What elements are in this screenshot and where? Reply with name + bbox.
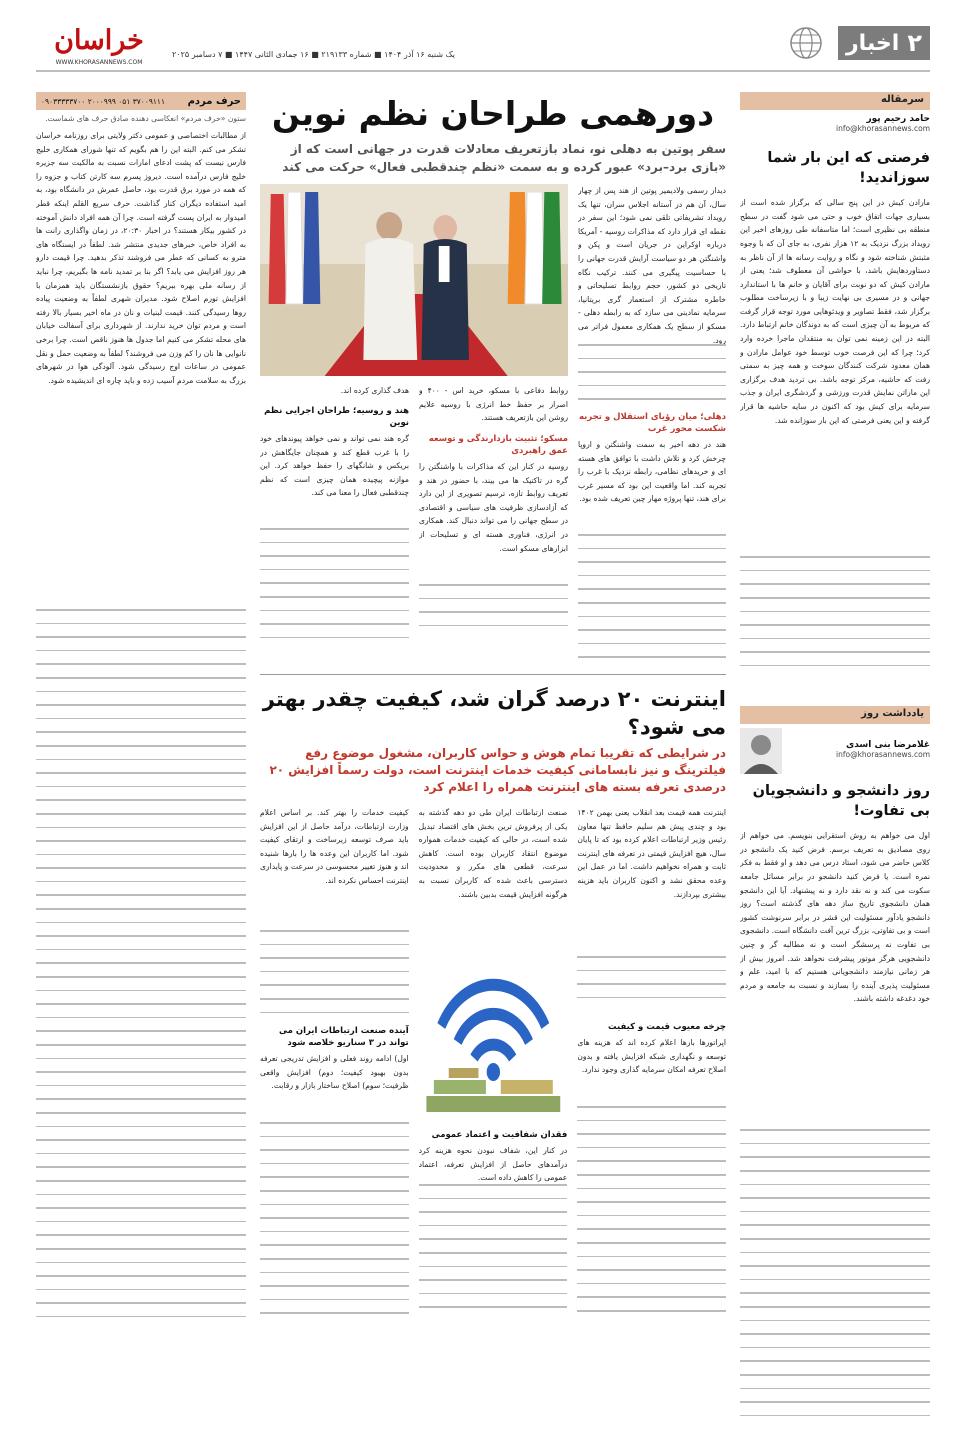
- note-email[interactable]: info@khorasannews.com: [836, 750, 930, 760]
- internet-subhead-2: فقدان شفافیت و اعتماد عمومی: [431, 1130, 568, 1140]
- main-story-col-3: [260, 384, 409, 664]
- section-title: اخبار: [846, 30, 900, 56]
- main-story-text-1: دیدار رسمی ولادیمیر پوتین از هند پس از چهار سال، آن هم در آستانه اجلاس سران، تنها یک رویداد تشریفاتی تلقی نمی شود؛ این سفر در نقطه ای قرار دارد که مذاکرات روسیه - آمریکا درباره اوکراین در جریان است و پکن و واشنگتن هر دو سیاست آرایش قدرت جهانی را با حساسیت پیگیری می کنند. ترکیب نگاه تاریخی دو کشور، حجم روابط تسلیحاتی و خاطره مشترک از استعمار گری بریتانیا، سرمایه نمادینی می سازد که به رابطه دهلی - مسکو از سطح یک همکاری معمول فراتر می رود.: [578, 186, 726, 344]
- main-story-text-2: هند در دهه اخیر به سمت واشنگتن و اروپا چرخش کرد و تلاش داشت با توافق های هسته ای و خریدهای نظامی، رابطه نزدیک با غرب را تجربه کند. اما واقعیت این بود که مسیر غرب برای هند، تنها پروژه مهار چین تعریف شده بود.: [578, 440, 726, 504]
- main-story-text-6b: [260, 528, 409, 648]
- editorial-title: فرصتی که این بار شما سوزاندید!: [767, 150, 930, 186]
- internet-text-4: در کنار این، شفاف نبودن نحوه هزینه کرد درآمدهای حاصل از افزایش تعرفه، اعتماد عمومی را کاهش داده است.: [418, 1146, 568, 1183]
- wifi-money-illustration: [419, 930, 568, 1120]
- globe-icon: [786, 26, 826, 60]
- internet-text-2: اپراتورها بارها اعلام کرده اند که هزینه های توسعه و نگهداری شبکه افزایش یافته و بدون اصلاح تعرفه امکان سرمایه گذاری وجود ندارد.: [577, 1038, 726, 1075]
- page-header: [36, 26, 930, 68]
- main-story-text-3: روابط دفاعی با مسکو، خرید اس - ۴۰۰ و اصرار بر حفظ خط انرژی با روسیه علایم روشن این بازتعریف هستند.: [419, 386, 568, 423]
- main-story-text-6: گره هند نمی تواند و نمی خواهد پیوندهای خود را با غرب قطع کند و همچنان جایگاهش در بریکس و شانگهای را حفظ خواهد کرد. این موازنه پیچیده همان چیزی است که نظم چندقطبی فعال را معنا می کند.: [260, 434, 409, 498]
- main-story: [260, 184, 726, 664]
- internet-subheadline: در شرایطی که تقریبا تمام هوش و حواس کاربران، مشغول موضوع رفع فیلترینگ و نیز نابسامانی کیفیت خدمات اینترنت است، دولت رسماً افزایش ۲۰ درصدی تعرفه بسته های اینترنت همراه را اعلام کرد: [269, 746, 726, 794]
- people-voice-intro: ستون «حرف مردم» انعکاسی دهنده صادق حرف های شماست.: [45, 114, 246, 123]
- main-story-media: [260, 184, 568, 664]
- main-story-col-2: [419, 384, 568, 664]
- internet-col-3: [260, 806, 409, 1366]
- people-voice-body: از مطالبات اختصاصی و عمومی دکتر ولایتی برای روزنامه خراسان تشکر می کنم. البته این را هم بگویم که تنها شورای همکاری خلیج فارس نیست که پشت ادعای امارات نسبت به مالکیت سه جزیره خلیج فارس درآمده است. دیروز پسرم سه کارتن کتاب و جزوه را که همه در مورد برق قدرت بود، حاصل عمرش در دانشگاه بود، به امید استفاده دیگران کنار گذاشت. حرف سریع القلم اینکه قطر امیدوار به ایران پست گرفته است. چرا آن همه افراد دانش آموخته در کشور بیکار هستند؟ در اخبار ۲۰:۳۰، در زمان واگذاری رانت ها به افراد خاص، خبرهای جدیدی منتشر شد. لطفاً در ایستگاه های مترو به کسانی که عطر می فروشند تذکر بدهید. چرا قیمت دارو هر روز افزایش می یابد؟ اگر بنا بر تمدید نامه ها بگیریم، چرا نباید از رسانه ملی بهره ببریم؟ حقوق بازنشستگان باید همزمان با افزایش تورم اصلاح شود. مدیران شهری لطفاً به وضعیت پیاده روها رسیدگی کنند. قیمت لبنیات و نان در ماه اخیر بسیار بالا رفته است و مردم توان خرید ندارند. از شهرداری برای آسفالت خیابان های محله تشکر می کنیم اما جدول ها هنوز ناقص است. چرا برخی نانوایی ها نان را کم وزن می فروشند؟ لطفاً به وضعیت حمل و نقل عمومی در ساعات اوج رسیدگی شود. آلودگی هوا در شهرهای بزرگ به سلامت مردم آسیب زده و باید چاره ای اندیشیده شود.: [36, 131, 246, 385]
- left-column: [36, 92, 246, 1350]
- main-story-text-4: روسیه در کنار این که مذاکرات با واشنگتن را گره در تاکتیک ها می بیند، با حضور در هند و تعریف روابط تازه، ترسیم تصویری از این دارد که آزادسازی ظرفیت های سیاسی و اقتصادی در سطح جهانی را می تواند دنبال کند. همکاری در انرژی، فناوری هسته ای و تسلیحات از ابزارهای مسکو است.: [419, 462, 568, 553]
- editorial-body-continued: [740, 556, 930, 678]
- leaders-photo: [260, 184, 568, 376]
- internet-text-4b: [419, 1184, 568, 1324]
- note-body: اول می خواهم به روش استقرایی بنویسم. می خواهم از روی مصادیق به تعریف برسم. فرض کنید یک دانشجو در کلاس حاضر می شود، استاد درس می دهد و او فقط به فکر نمره است. یا فرض کنید دانشجو در برابر مسائل جامعه سکوت می کند و نه نقد دارد و نه پیشنهاد. آیا این دانشجو همان دانشجوی تاریخ ساز دهه های گذشته است؟ روز دانشجو یادآور مسئولیت این قشر در برابر سرنوشت کشور است و بی تفاوتی، بزرگ ترین آفت دانشگاه است. دانشجوی بی تفاوت نه پرسشگر است و نه مطالبه گر و چنین دانشجویی هرگز موتور پیشرفت نخواهد شد. امروز بیش از هر زمانی نیازمند دانشجویانی هستیم که با امید، علم و مسئولیت پذیری آینده را بسازند و نسبت به جامعه و مردم خود دغدغه داشته باشند.: [740, 831, 930, 1004]
- people-voice-body-continued: [36, 609, 246, 1359]
- main-headline: دورهمی طراحان نظم نوین: [271, 94, 715, 133]
- editorial-body: مارادن کیش در این پنج سالی که برگزار شده است از بسیاری جهات اتفاق خوب و حتی می شود گفت در سطح منطقه بی نظیری است؛ اما متاسفانه طی روزهای اخیر این رویداد بزرگ نزدیک به ۱۲ هزار نفری، به جای آن که با وجوه مثبتش شناخته شود و نگاه و روایت رسانه ها از آن ناظر به دستاوردهایش باشد، با حواشی آن معطوف شد؛ یعنی از مارادن کیش که دو نوبت برای آقایان و خانم ها با استاندارد جهانی و در مسیری بی نهایت زیبا و با زیرساخت مطلوب برگزار شد، فقط تصاویر و ویدئوهایی مورد توجه قرار گرفت که مربوط به آن چیزی است که به دوندگان خانم ارتباط دارد. البته در این زمینه نمی توان به منتقدان ماجرا خرده وارد کرد؛ چرا که این فرصت خوب توسط خود عوامل مارادن و همان معدود شرکت کنندگان سوخت و همه چیز به سمتی رفت که حاشیه، مرکز توجه باشد. بی تردید هدف برگزاری این ماراتن نمایش قدرت ورزشی و گردشگری ایران و جذب سرمایه برای کیش بود که اکنون در سایه حاشیه ها قرار گرفته و این یعنی فرصتی که این بار سوزانده شد.: [740, 198, 930, 425]
- issue-date-line: یک شنبه ۱۶ آذر ۱۴۰۴ ■ شماره ۲۱۹۱۳۳ ■ ۱۶ جمادی الثانی ۱۴۴۷ ■ ۷ دسامبر ۲۰۲۵: [172, 50, 455, 59]
- internet-text-5b: [260, 930, 409, 1020]
- editorial-email[interactable]: info@khorasannews.com: [836, 124, 930, 133]
- people-voice-phones[interactable]: ۰۹۰۳۳۳۳۳۷۰۰ ۲۰۰۰۹۹۹ ۰۵۱ ۳۷۰۰۹۱۱۱: [41, 96, 165, 106]
- right-column: [740, 92, 930, 1350]
- page-number: ۲: [907, 29, 922, 57]
- internet-col-1: [577, 806, 726, 1366]
- main-story-subhead-3: هند و روسیه؛ طراحان اجرایی نظم نوین: [264, 406, 409, 428]
- main-story-text-5: هدف گذاری کرده اند.: [340, 386, 409, 395]
- internet-col-2: [419, 806, 568, 1366]
- internet-subhead-3: آینده صنعت ارتباطات ایران می تواند در ۳ سناریو خلاصه شود: [279, 1026, 409, 1048]
- internet-text-3: صنعت ارتباطات ایران طی دو دهه گذشته به یکی از پرفروش ترین بخش های اقتصاد تبدیل شده است، در حالی که کیفیت خدمات همواره موضوع انتقاد کاربران بوده است. کاهش سرعت، قطعی های مکرر و محدودیت دسترسی باعث شده که کاربران نسبت به هرگونه افزایش قیمت بدبین باشند.: [418, 808, 568, 899]
- page-section-badge: [838, 26, 930, 60]
- main-story-text-4b: [419, 584, 568, 644]
- internet-text-1b: [577, 956, 726, 1016]
- internet-headline: اینترنت ۲۰ درصد گران شد، کیفیت چقدر بهتر می شود؟: [262, 687, 726, 739]
- main-story-text-1b: [578, 344, 726, 406]
- internet-text-2b: [577, 1106, 726, 1336]
- main-area: [260, 92, 726, 1350]
- note-title: روز دانشجو و دانشجویان بی تفاوت!: [752, 783, 930, 819]
- editorial-label: سرمقاله: [740, 92, 930, 110]
- main-subheadline: سفر پوتین به دهلی نو، نماد بازتعریف معادلات قدرت در جهانی است که از «بازی برد–برد» عبور کرده و به سمت «نظم چندقطبی فعال» حرکت می کند: [282, 142, 726, 174]
- story-divider: [260, 674, 726, 675]
- author-avatar: [740, 728, 782, 774]
- internet-story: [260, 806, 726, 1366]
- main-story-col-1: [578, 184, 726, 664]
- main-story-text-2b: [578, 534, 726, 664]
- internet-subhead-1: چرخه معیوب قیمت و کیفیت: [608, 1022, 726, 1032]
- newspaper-logo[interactable]: خراسان: [54, 25, 144, 56]
- internet-text-6b: [260, 1122, 409, 1352]
- internet-text-6: اول) ادامه روند فعلی و افزایش تدریجی تعرفه بدون بهبود کیفیت؛ دوم) افزایش واقعی ظرفیت؛ سوم) اصلاح ساختار بازار و رقابت.: [259, 1054, 409, 1091]
- logo-url[interactable]: WWW.KHORASANNEWS.COM: [55, 59, 143, 66]
- main-story-subhead-1: دهلی؛ میان رؤیای استقلال و تجربه شکست محور غرب: [579, 412, 726, 434]
- note-label: یادداشت روز: [740, 706, 930, 724]
- note-body-continued: [740, 1129, 930, 1429]
- note-box: [740, 706, 930, 1429]
- header-divider: [36, 70, 930, 72]
- people-voice-label: حرف مردم: [187, 95, 241, 107]
- main-story-lower-cols: [260, 384, 568, 664]
- internet-text-5: کیفیت خدمات را بهتر کند. بر اساس اعلام وزارت ارتباطات، درآمد حاصل از این افزایش باید صرف توسعه زیرساخت و ارتقای کیفیت شود. اما کاربران این وعده ها را بارها شنیده اند و هنوز تغییر محسوسی در سرعت و پایداری اینترنت احساس نکرده اند.: [259, 808, 409, 885]
- note-author: غلامرضا بنی اسدی: [845, 740, 930, 751]
- main-story-subhead-2: مسکو؛ تثبیت بازدارندگی و توسعه عمق راهبردی: [428, 434, 568, 456]
- editorial-author: حامد رحیم پور: [866, 114, 930, 124]
- people-voice-header: [36, 92, 246, 110]
- internet-text-1: اینترنت همه قیمت بعد انقلاب یعنی بهمن ۱۴۰۲ بود و چندی پیش هم سلیم حافظ تنها معاون رئیس وزیر ارتباطات اعلام کرده بود که تا پایان سال، هیچ افزایش قیمتی در تعرفه های اینترنت ثابت و همراه نخواهیم داشت. اما در عمل این وعده محقق نشد و اکنون کاربران باید هزینه بیشتری بپردازند.: [577, 808, 726, 899]
